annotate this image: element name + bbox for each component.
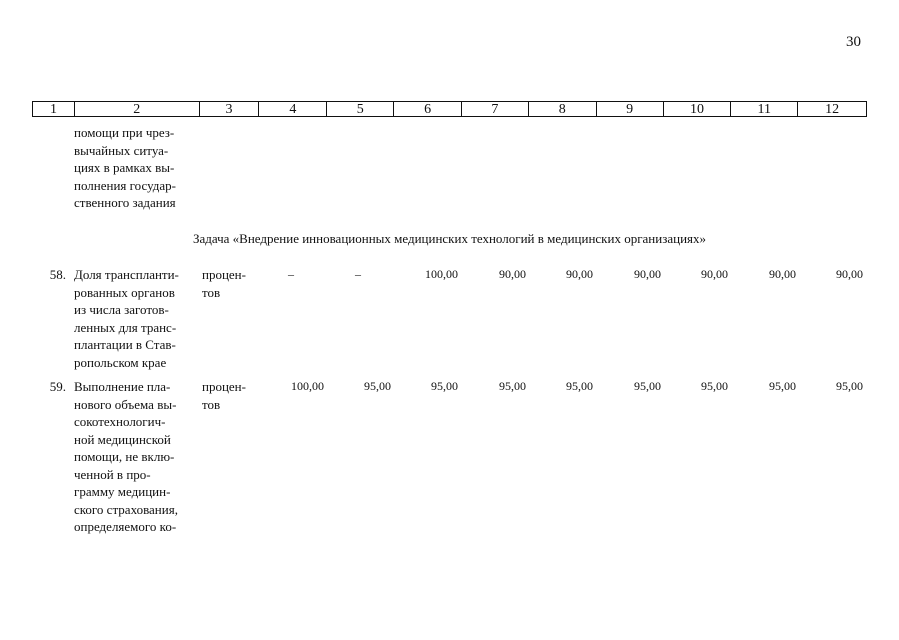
- row-59-value-col4: 100,00: [291, 379, 324, 393]
- row-58-value-col12: 90,00: [836, 267, 863, 281]
- row-59-value-col8: 95,00: [566, 379, 593, 393]
- row-59-value-col11: 95,00: [769, 379, 796, 393]
- header-col-8: 8: [529, 102, 597, 116]
- row-59-number: 59.: [49, 379, 66, 394]
- row-59-value-col5: 95,00: [364, 379, 391, 393]
- row-58-number: 58.: [49, 267, 66, 282]
- header-col-7: 7: [462, 102, 529, 116]
- row-59-name: Выполнение пла- нового объема вы- сокотехнологич- ной медицинской помощи, не вклю- ченной в про- грамму медицин- ского страхования, определяемого ко-: [74, 379, 178, 534]
- header-col-10: 10: [664, 102, 732, 116]
- row-59-value-col6: 95,00: [431, 379, 458, 393]
- row-59-value-col12: 95,00: [836, 379, 863, 393]
- row-59-unit: процен- тов: [202, 379, 246, 412]
- row-58-value-col11: 90,00: [769, 267, 796, 281]
- row-58-value-col8: 90,00: [566, 267, 593, 281]
- row-58-value-col5: –: [355, 267, 361, 281]
- header-col-11: 11: [731, 102, 798, 116]
- continuation-text: помощи при чрез- вычайных ситуа- циях в рамках вы- полнения государ- ственного задания: [74, 125, 176, 210]
- task-title: Задача «Внедрение инновационных медицинских технологий в медицинских организациях»: [192, 231, 707, 246]
- header-col-1: 1: [33, 102, 75, 116]
- row-58-value-col9: 90,00: [634, 267, 661, 281]
- row-58-name: Доля транспланти- рованных органов из числа заготов- ленных для транс- плантации в Став- ропольском крае: [74, 267, 179, 370]
- row-58-unit: процен- тов: [202, 267, 246, 300]
- header-col-3: 3: [200, 102, 260, 116]
- row-59-value-col7: 95,00: [499, 379, 526, 393]
- header-col-9: 9: [597, 102, 664, 116]
- header-col-4: 4: [259, 102, 327, 116]
- row-58-value-col7: 90,00: [499, 267, 526, 281]
- row-58-value-col10: 90,00: [701, 267, 728, 281]
- header-col-12: 12: [825, 102, 840, 117]
- row-58-value-col6: 100,00: [425, 267, 458, 281]
- header-col-5: 5: [327, 102, 394, 116]
- header-col-6: 6: [394, 102, 462, 116]
- table-header: [32, 101, 867, 117]
- row-58-value-col4: –: [288, 267, 294, 281]
- row-59-value-col9: 95,00: [634, 379, 661, 393]
- page-number: 30: [846, 34, 861, 50]
- row-59-value-col10: 95,00: [701, 379, 728, 393]
- header-col-2: 2: [75, 102, 200, 116]
